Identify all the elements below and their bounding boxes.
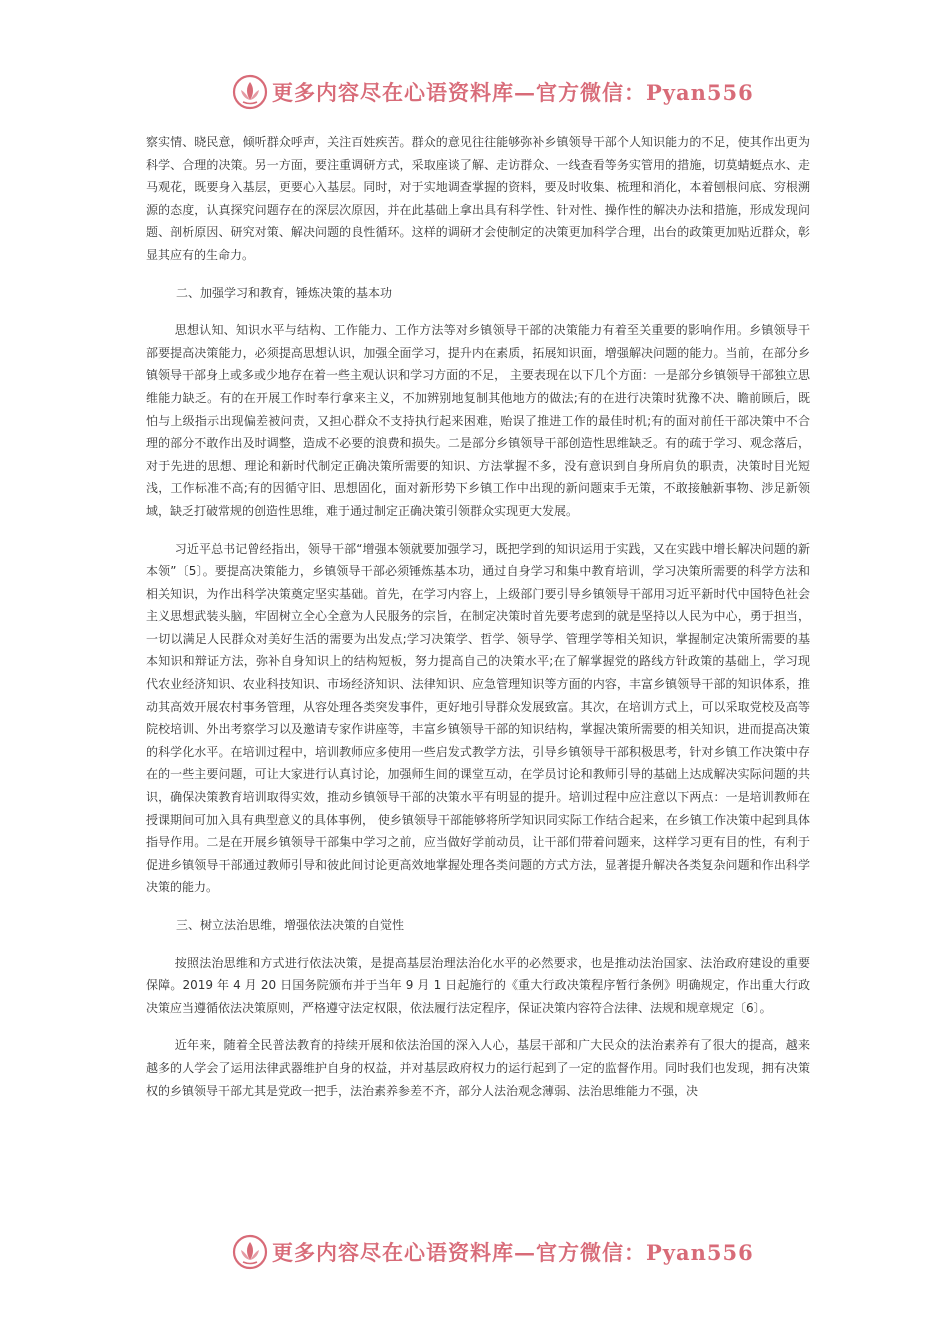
body-paragraph: 思想认知、知识水平与结构、工作能力、工作方法等对乡镇领导干部的决策能力有着至关重要的影响作用。乡镇领导干部要提高决策能力，必须提高思想认识，加强全面学习，提升内在素质，拓展知识面，增强解决问题的能力。当前，在部分乡镇领导干部身上或多或少地存在着一些主观认识和学习方面的不足， 主要表现在以下几个方面：一是部分乡镇领导干部独立思维能力缺乏。有的在开展工作时奉行拿来主义，不加辨别地复制其他地方的做法;有的在进行决策时犹豫不决、瞻前顾后，既怕与上级指示出现偏差被问责，又担心群众不支持执行起来困难，贻误了推进工作的最佳时机;有的面对前任干部决策中不合理的部分不敢作出及时调整，造成不必要的浪费和损失。二是部分乡镇领导干部创造性思维缺乏。有的疏于学习、观念落后，对于先进的思想、理论和新时代制定正确决策所需要的知识、方法掌握不多，没有意识到自身所肩负的职责，决策时目光短浅，工作标准不高;有的因循守旧、思想固化，面对新形势下乡镇工作中出现的新问题束手无策，不敢接触新事物、涉足新领域，缺乏打破常规的创造性思维，难于通过制定正确决策引领群众实现更大发展。	[146, 323, 810, 518]
lotus-logo-icon	[232, 1234, 268, 1270]
banner-text: 更多内容尽在心语资料库—官方微信：Pyan556	[272, 1240, 754, 1265]
document-body	[146, 131, 810, 1117]
section-heading: 三、树立法治思维，增强依法决策的自觉性	[176, 918, 405, 932]
header-banner	[232, 72, 754, 112]
banner-text: 更多内容尽在心语资料库—官方微信：Pyan556	[272, 80, 754, 105]
body-paragraph: 习近平总书记曾经指出，领导干部“增强本领就要加强学习，既把学到的知识运用于实践，又在实践中增长解决问题的新本领”〔5〕。要提高决策能力，乡镇领导干部必须锤炼基本功，通过自身学习和集中教育培训，学习决策所需要的科学方法和相关知识，为作出科学决策奠定坚实基础。首先，在学习内容上，上级部门要引导乡镇领导干部用习近平新时代中国特色社会主义思想武装头脑，牢固树立全心全意为人民服务的宗旨，在制定决策时首先要考虑到的就是坚持以人民为中心，勇于担当，一切以满足人民群众对美好生活的需要为出发点;学习决策学、哲学、领导学、管理学等相关知识，掌握制定决策所需要的基本知识和辩证方法，弥补自身知识上的结构短板，努力提高自己的决策水平;在了解掌握党的路线方针政策的基础上，学习现代农业经济知识、农业科技知识、市场经济知识、法律知识、应急管理知识等方面的内容，丰富乡镇领导干部的知识体系，推动其高效开展农村事务管理，从容处理各类突发事件，更好地引导群众发展致富。其次，在培训方式上，可以采取党校及高等院校培训、外出考察学习以及邀请专家作讲座等，丰富乡镇领导干部的知识结构，掌握决策所需要的相关知识，进而提高决策的科学化水平。在培训过程中，培训教师应多使用一些启发式教学方法，引导乡镇领导干部积极思考，针对乡镇工作决策中存在的一些主要问题，可让大家进行认真讨论，加强师生间的课堂互动，在学员讨论和教师引导的基础上达成解决实际问题的共识，确保决策教育培训取得实效，推动乡镇领导干部的决策水平有明显的提升。培训过程中应注意以下两点：一是培训教师在授课期间可加入具有典型意义的具体事例， 使乡镇领导干部能够将所学知识同实际工作结合起来，在乡镇工作决策中起到具体指导作用。二是在开展乡镇领导干部集中学习之前，应当做好学前动员，让干部们带着问题来，这样学习更有目的性，有利于促进乡镇领导干部通过教师引导和彼此间讨论更高效地掌握处理各类问题的方式方法，显著提升解决各类复杂问题和作出科学决策的能力。	[146, 541, 810, 895]
footer-banner	[232, 1232, 754, 1272]
body-paragraph: 近年来，随着全民普法教育的持续开展和依法治国的深入人心，基层干部和广大民众的法治素养有了很大的提高，越来越多的人学会了运用法律武器维护自身的权益，并对基层政府权力的运行起到了一定的监督作用。同时我们也发现，拥有决策权的乡镇领导干部尤其是党政一把手，法治素养参差不齐，部分人法治观念薄弱、法治思维能力不强，决	[146, 1038, 810, 1098]
section-heading: 二、加强学习和教育，锤炼决策的基本功	[176, 285, 393, 300]
body-paragraph: 察实情、晓民意，倾听群众呼声，关注百姓疾苦。群众的意见往往能够弥补乡镇领导干部个人知识能力的不足，使其作出更为科学、合理的决策。另一方面，要注重调研方式，采取座谈了解、走访群众、一线查看等务实管用的措施，切莫蜻蜓点水、走马观花，既要身入基层，更要心入基层。同时，对于实地调查掌握的资料，要及时收集、梳理和消化，本着刨根问底、穷根溯源的态度，认真探究问题存在的深层次原因，并在此基础上拿出具有科学性、针对性、操作性的解决办法和措施，形成发现问题、剖析原因、研究对策、解决问题的良性循环。这样的调研才会使制定的决策更加科学合理，出台的政策更加贴近群众，彰显其应有的生命力。	[146, 135, 810, 262]
lotus-logo-icon	[232, 74, 268, 110]
body-paragraph: 按照法治思维和方式进行依法决策，是提高基层治理法治化水平的必然要求，也是推动法治国家、法治政府建设的重要保障。2019 年 4 月 20 日国务院颁布并于当年 9 月 1 日起施行的《重大行政决策程序暂行条例》明确规定，作出重大行政决策应当遵循依法决策原则，严格遵守法定权限，依法履行法定程序，保证决策内容符合法律、法规和规章规定〔6〕。	[146, 955, 810, 1015]
